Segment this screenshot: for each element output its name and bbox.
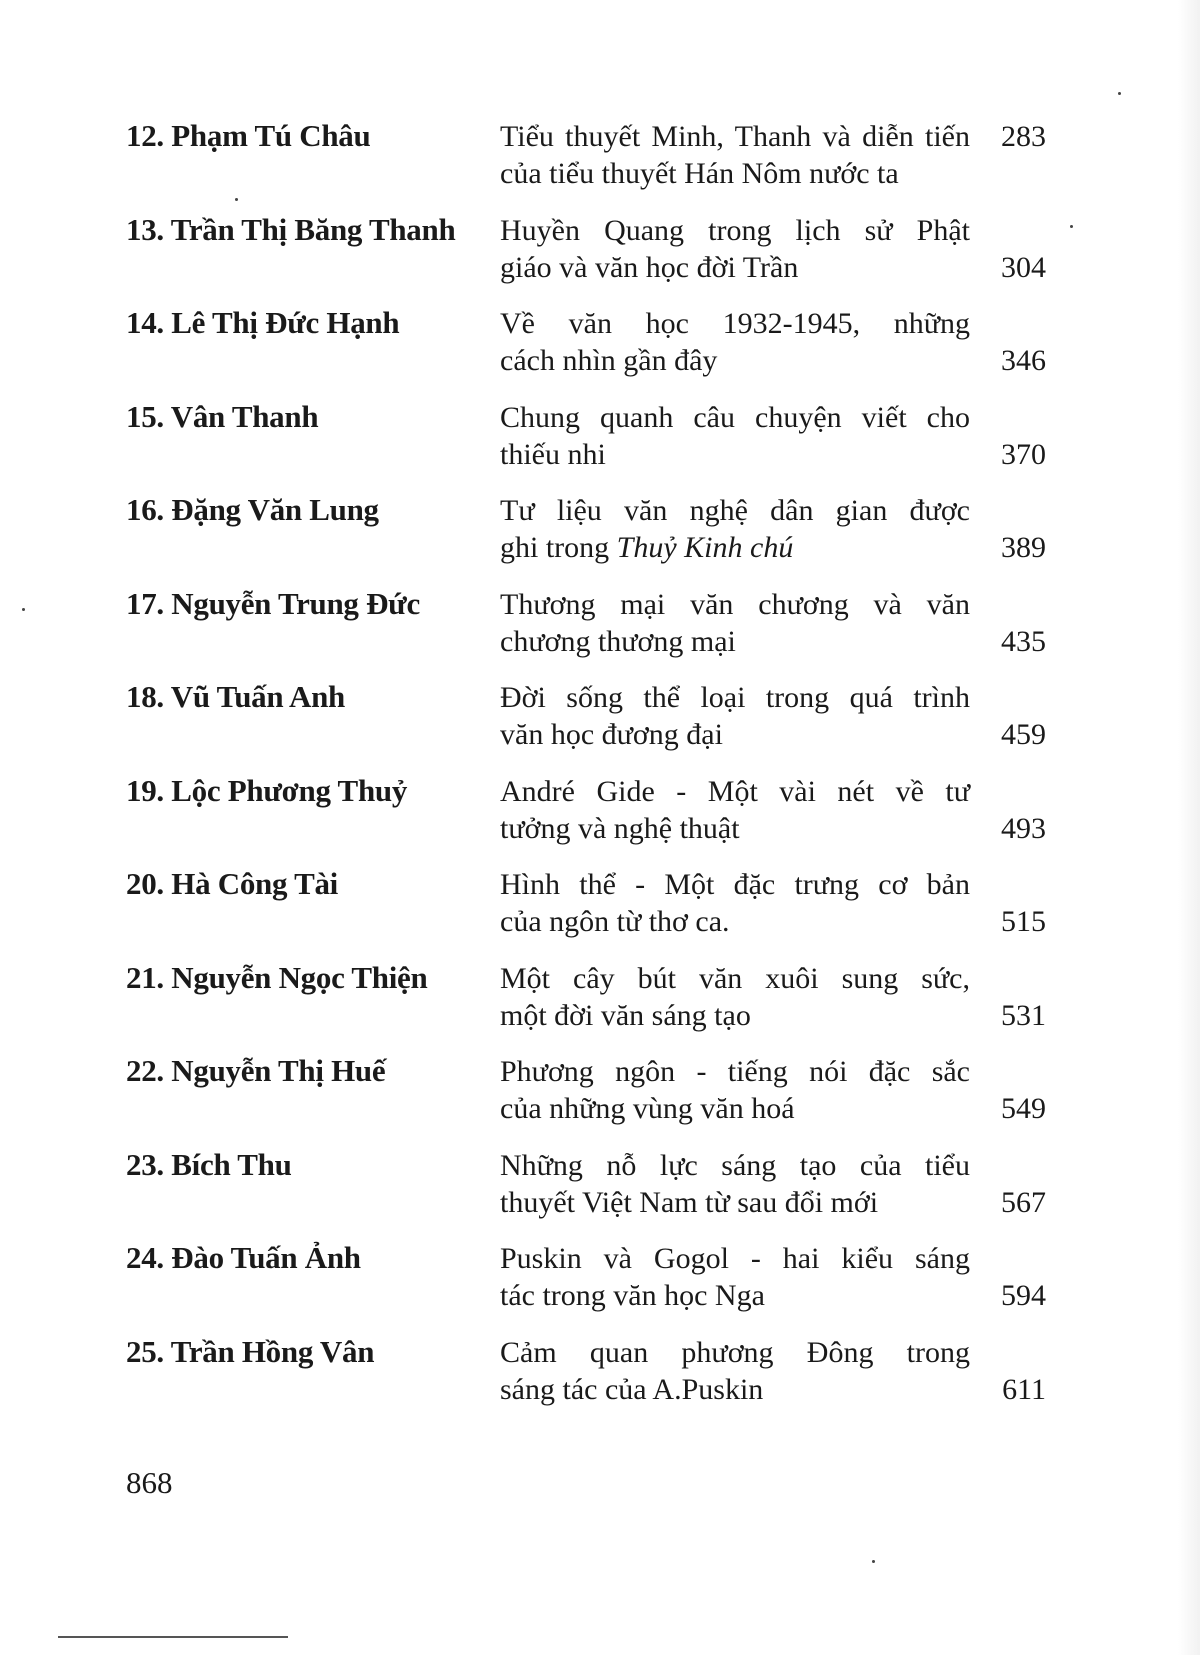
toc-title (500, 1334, 970, 1408)
toc-title-text: Chung quanh câu chuyện viết cho (500, 400, 970, 434)
toc-entry (126, 960, 1056, 1054)
toc-title (500, 1147, 970, 1221)
toc-title-text: ghi trong (500, 531, 617, 564)
toc-title-text: một đời văn sáng tạo (500, 998, 751, 1032)
toc-title-text: văn học đương đại (500, 718, 723, 751)
toc-title (500, 492, 970, 566)
toc-entry (126, 866, 1056, 960)
toc-author: 17. Nguyễn Trung Đức (126, 585, 420, 621)
toc-title-line (500, 586, 970, 623)
toc-author: 13. Trần Thị Băng Thanh (126, 211, 456, 247)
toc-entry (126, 305, 1056, 399)
toc-title-line (500, 623, 970, 660)
toc-title-text: Tư liệu văn nghệ dân gian được (500, 494, 970, 527)
toc-title-text: Huyền Quang trong lịch sử Phật (500, 213, 970, 247)
toc-title-line (500, 1053, 970, 1090)
dust-speck (1070, 225, 1073, 228)
toc-title-line (500, 342, 970, 379)
toc-title-line (500, 249, 970, 286)
toc-author: 20. Hà Công Tài (126, 866, 338, 901)
toc-title-text: thuyết Việt Nam từ sau đổi mới (500, 1185, 879, 1219)
toc-title-line (500, 212, 970, 249)
toc-title-line (500, 960, 970, 997)
toc-page-number: 389 (1001, 531, 1046, 564)
toc-entry (126, 1147, 1056, 1241)
toc-title-text: Hình thể - Một đặc trưng cơ bản (500, 868, 970, 901)
toc-title-text: Tiểu thuyết Minh, Thanh và diễn tiến (500, 120, 970, 153)
dust-speck (22, 608, 25, 611)
toc-title-line (500, 492, 970, 529)
dust-speck (1118, 92, 1121, 95)
toc-page-number: 531 (1001, 998, 1046, 1032)
toc-title-line (500, 305, 970, 342)
toc-title (500, 305, 970, 379)
toc-title-line (500, 1334, 970, 1371)
toc-entry (126, 586, 1056, 680)
toc-page-number: 567 (1001, 1185, 1046, 1219)
toc-title (500, 679, 970, 753)
toc-title (500, 586, 970, 660)
toc-author: 14. Lê Thị Đức Hạnh (126, 305, 400, 340)
toc-title-text: giáo và văn học đời Trần (500, 250, 799, 284)
toc-title-text: cách nhìn gần đây (500, 344, 718, 377)
toc-author: 16. Đặng Văn Lung (126, 492, 379, 527)
toc-title-text: tưởng và nghệ thuật (500, 811, 740, 845)
toc-title-line (500, 773, 970, 810)
toc-title (500, 773, 970, 847)
toc-entry (126, 118, 1056, 212)
toc-page-number: 346 (1001, 344, 1046, 377)
toc-page-number: 549 (1001, 1092, 1046, 1125)
toc-page-number: 515 (1001, 905, 1046, 938)
toc-author: 21. Nguyễn Ngọc Thiện (126, 959, 428, 995)
toc-title-line (500, 866, 970, 903)
toc-title (500, 212, 970, 286)
toc-title (500, 866, 970, 940)
toc-title-text: Đời sống thể loại trong quá trình (500, 681, 970, 714)
toc-page-number: 283 (1001, 120, 1046, 153)
toc-entry (126, 399, 1056, 493)
toc-title-text: Về văn học 1932-1945, những (500, 307, 970, 340)
toc-entry (126, 1053, 1056, 1147)
toc-author: 19. Lộc Phương Thuỷ (126, 772, 408, 808)
toc-title-text: tác trong văn học Nga (500, 1279, 765, 1312)
toc-title-text: André Gide - Một vài nét về tư (500, 774, 970, 808)
toc-entry (126, 773, 1056, 867)
toc-entry (126, 492, 1056, 586)
toc-title-text: thiếu nhi (500, 437, 606, 471)
toc-page-number: 459 (1001, 718, 1046, 751)
toc-title-text: Phương ngôn - tiếng nói đặc sắc (500, 1055, 970, 1088)
toc-page-number: 304 (1001, 250, 1046, 284)
toc-entry (126, 1334, 1056, 1428)
dust-speck (872, 1560, 875, 1563)
toc-title-line (500, 399, 970, 436)
toc-author: 22. Nguyễn Thị Huế (126, 1053, 386, 1088)
toc-title (500, 118, 970, 192)
bottom-rule (58, 1636, 288, 1638)
toc-title-line (500, 118, 970, 155)
toc-entry (126, 679, 1056, 773)
toc-title-text: Thương mại văn chương và văn (500, 587, 970, 621)
toc-title-line (500, 810, 970, 847)
toc-title-line (500, 1147, 970, 1184)
toc-title-line (500, 679, 970, 716)
toc-title-text: Những nỗ lực sáng tạo của tiểu (500, 1148, 970, 1182)
toc-page-number: 435 (1001, 624, 1046, 658)
toc-title-text: của tiểu thuyết Hán Nôm nước ta (500, 157, 899, 190)
toc-title (500, 1240, 970, 1314)
toc-page-number: 611 (1002, 1372, 1046, 1406)
toc-title-line (500, 997, 970, 1034)
toc-title-text: Một cây bút văn xuôi sung sức, (500, 961, 970, 995)
toc-page-number: 370 (1001, 437, 1046, 471)
toc-title-line (500, 1240, 970, 1277)
toc-title-line (500, 155, 970, 192)
toc-title-line (500, 436, 970, 473)
toc-author: 15. Vân Thanh (126, 398, 319, 434)
toc-entry (126, 212, 1056, 306)
toc-entry (126, 1240, 1056, 1334)
toc-title-line (500, 1277, 970, 1314)
toc-title-italic: Thuỷ Kinh chú (616, 531, 794, 564)
toc-author: 23. Bích Thu (126, 1146, 292, 1182)
toc-title-line (500, 1090, 970, 1127)
toc-page-number: 493 (1001, 811, 1046, 845)
page-edge-shadow (1178, 0, 1200, 1655)
toc-title-line (500, 903, 970, 940)
toc-page-number: 594 (1001, 1279, 1046, 1312)
toc-title-text: sáng tác của A.Puskin (500, 1372, 764, 1406)
toc-title-text: của những vùng văn hoá (500, 1092, 795, 1125)
dust-speck (235, 198, 238, 201)
toc-author: 24. Đào Tuấn Ảnh (126, 1240, 361, 1275)
page-number: 868 (126, 1465, 173, 1500)
toc-title-text: chương thương mại (500, 624, 736, 658)
toc-title-line (500, 529, 970, 566)
toc-title-line (500, 1371, 970, 1408)
toc-title (500, 399, 970, 473)
table-of-contents (126, 118, 1056, 1427)
toc-title (500, 960, 970, 1034)
toc-title-line (500, 1184, 970, 1221)
toc-title (500, 1053, 970, 1127)
toc-title-line (500, 716, 970, 753)
toc-title-text: Cảm quan phương Đông trong (500, 1335, 970, 1369)
toc-title-text: Puskin và Gogol - hai kiểu sáng (500, 1242, 970, 1275)
toc-author: 18. Vũ Tuấn Anh (126, 679, 345, 714)
toc-title-text: của ngôn từ thơ ca. (500, 905, 730, 938)
toc-author: 12. Phạm Tú Châu (126, 118, 371, 153)
toc-author: 25. Trần Hồng Vân (126, 1333, 375, 1369)
